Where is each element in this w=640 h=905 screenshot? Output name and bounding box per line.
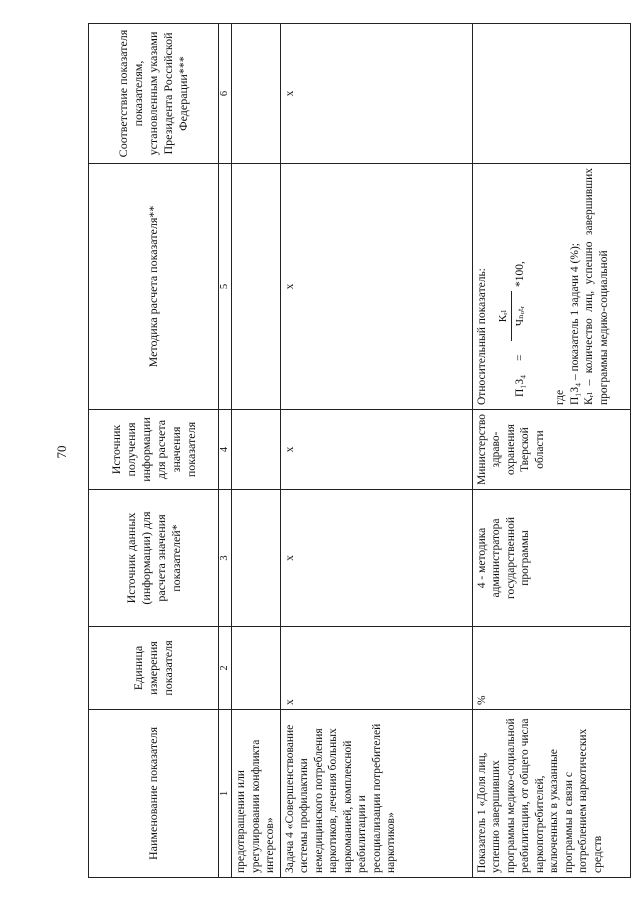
formula — [489, 168, 553, 405]
definition-line: Кᵣₗ – количество лиц, успешно завершивших программы медико-социальной — [583, 168, 610, 405]
data-source-cell: х — [280, 490, 472, 627]
column-number: 4 — [219, 410, 232, 490]
page-number: 70 — [54, 445, 69, 459]
info-origin-cell: х — [280, 410, 472, 490]
data-source-cell: 4 - методика администратора государственной программы — [472, 490, 630, 627]
header-cell-method: Методика расчета показателя** — [89, 164, 219, 410]
table-row — [280, 24, 472, 878]
column-number: 6 — [219, 24, 232, 164]
info-origin-cell — [232, 410, 281, 490]
definition-line: П₁З₄ – показатель 1 задачи 4 (%); — [568, 243, 581, 405]
indicator-name-cell: Показатель 1 «Доля лиц, успешно завершивших программы медико-социальной реабилитации, от общего числа наркопотребителей, включенных в указанные программы в связи с потреблением наркотических средств — [472, 710, 630, 878]
header-cell-name: Наименование показателя — [89, 710, 219, 878]
method-cell — [472, 164, 630, 410]
rotated-table-container — [88, 24, 628, 878]
data-source-cell — [232, 490, 281, 627]
method-cell — [232, 164, 281, 410]
indicator-name-cell: предотвращении или урегулировании конфликта интересов» — [232, 710, 281, 878]
header-cell-data-source: Источник данных (информации) для расчета значения показателей* — [89, 490, 219, 627]
formula-lhs: П₁З₄ — [514, 374, 526, 397]
header-cell-decree: Соответствие показателя показателям, установленным указами Президента Российской Федерации*** — [89, 24, 219, 164]
unit-cell: % — [472, 627, 630, 710]
unit-cell — [232, 627, 281, 710]
formula-equals: = — [514, 354, 526, 361]
method-intro: Относительный показатель: — [475, 268, 488, 405]
unit-cell: х — [280, 627, 472, 710]
decree-cell — [472, 24, 630, 164]
method-cell: х — [280, 164, 472, 410]
column-number: 1 — [219, 710, 232, 878]
indicator-table — [88, 23, 631, 878]
formula-denominator: Чₙₒₜᵣ — [514, 305, 526, 327]
where-label: где — [554, 389, 566, 405]
column-number: 2 — [219, 627, 232, 710]
formula-fraction — [497, 291, 527, 341]
decree-cell — [232, 24, 281, 164]
formula-numerator: Кᵣₗ — [497, 291, 512, 341]
column-number: 5 — [219, 164, 232, 410]
decree-cell: х — [280, 24, 472, 164]
header-cell-info-origin: Источник получения информации для расчета значения показателя — [89, 410, 219, 490]
table-row — [472, 24, 630, 878]
header-row — [89, 24, 219, 878]
info-origin-cell: Министерство здраво-охранения Тверской области — [472, 410, 630, 490]
formula-multiplier: *100, — [514, 261, 526, 287]
table-row — [232, 24, 281, 878]
header-cell-unit: Единица измерения показателя — [89, 627, 219, 710]
column-number-row — [219, 24, 232, 878]
indicator-name-cell: Задача 4 «Совершенствование системы профилактики немедицинского потребления наркотиков, лечения больных наркоманией, комплексной реабилитации и ресоциализации потребителей наркотиков» — [280, 710, 472, 878]
column-number: 3 — [219, 490, 232, 627]
